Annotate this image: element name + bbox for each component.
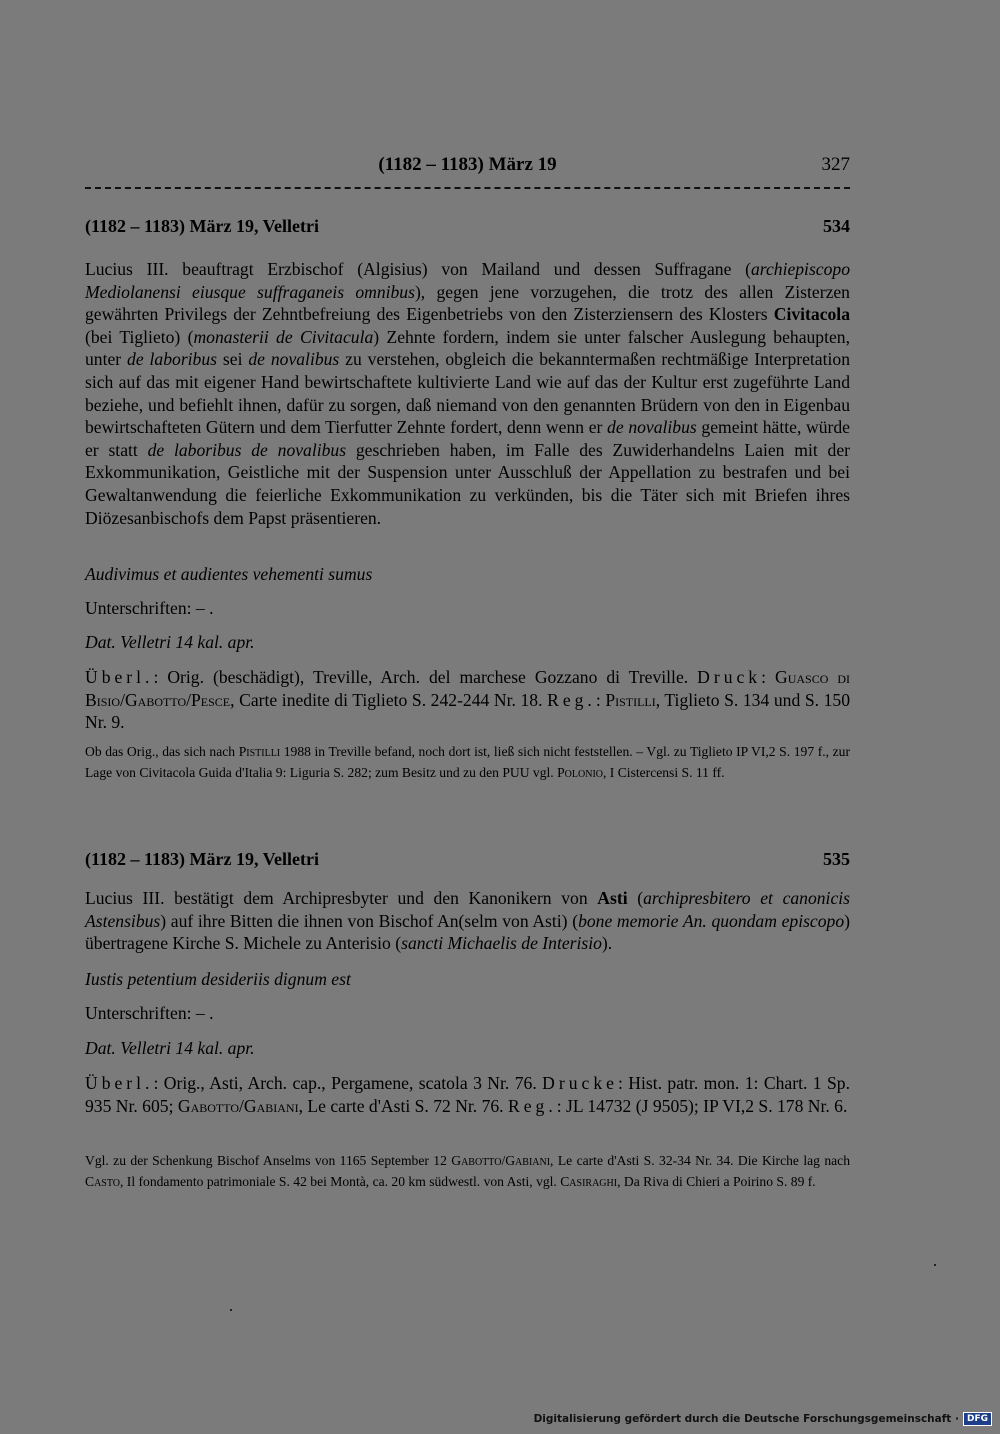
tradition-text: : Orig. (beschädigt), Treville, Arch. del marchese Gozzano di Treville. (153, 667, 698, 687)
tradition-label: Drucke (542, 1073, 618, 1093)
entry-535-regest (85, 887, 850, 955)
entry-535-incipit: Iustis petentium desideriis dignum est (85, 969, 351, 989)
regest-text: geschrieben haben, im Falle des Zuwiderhandelns Laien mit der Exkommunikation, Geistliche mit der Suspension unter Ausschluß der Appellation zu bestrafen und bei Gewaltanwendung die feierliche Exkommunikation zu verkünden, bis die Täter sich mit Briefen ihres Diözesanbischofs dem Papst präsentieren. (85, 439, 850, 528)
regest-latin: de laboribus (127, 349, 218, 370)
tradition-author: Gabotto/Gabiani (177, 1095, 299, 1116)
tradition-label: Überl. (85, 1073, 154, 1093)
regest-latin: sancti Michaelis de Interisio (401, 933, 602, 954)
note-author: Polonio (557, 764, 603, 780)
regest-latin: monasterii de Civitacula (193, 326, 374, 347)
scan-speck (934, 1264, 936, 1266)
tradition-author: Guasco di Bisio/Gabotto/Pesce (85, 667, 851, 710)
note-author: Pistilli (238, 744, 281, 759)
tradition-text: : (595, 689, 606, 710)
tradition-label: Reg. (507, 1095, 557, 1116)
tradition-text: , Carte inedite di Tiglieto S. 242-244 Nr. 18. (230, 689, 548, 710)
entry-534-incipit: Audivimus et audientes vehementi sumus (85, 564, 373, 584)
regest-text: ), gegen jene vorzugehen, die trotz des allen Zisterzen gewährten Privilegs der Zehntbefreiung des Eigenbetriebs von den Zisterziensern des Klosters (85, 281, 850, 325)
regest-latin: archiepiscopo Mediolanensi eiusque suffraganeis omnibus (85, 259, 850, 302)
regest-text: Lucius III. bestätigt dem Archipresbyter und den Kanonikern von (85, 888, 598, 908)
entry-534-regest (85, 258, 850, 529)
entry-number: 534 (823, 216, 850, 236)
note-text: Vgl. zu der Schenkung Bischof Anselms von 1165 September 12 (85, 1153, 452, 1168)
entry-535-tradition (85, 1072, 850, 1117)
regest-text: Lucius III. beauftragt Erzbischof (Algisius) von Mailand und dessen Suffragane ( (85, 259, 751, 279)
digitization-footer (534, 1410, 992, 1428)
entry-534-dating: Dat. Velletri 14 kal. apr. (85, 632, 255, 652)
regest-text: ) auf ihre Bitten die ihnen von Bischof An(selm von Asti) ( (160, 910, 579, 931)
regest-latin: de laboribus de novalibus (147, 439, 347, 460)
regest-text: ). (601, 933, 613, 954)
regest-text: zu verstehen, obgleich die bekanntermaßen rechtmäßige Interpretation sich auf das mit eigener Hand bewirtschaftete kultivierte Land wie auf das der Kultur erst zugeführte Land beziehe, und befiehlt ihnen, dafür zu sorgen, daß niemand von den genannten Brüdern von den in Eigenbau bewirtschafteten Gütern und dem Tierfutter Zehnte fordert, denn wenn er (85, 349, 850, 438)
regest-text: gemeint hätte, würde er statt (85, 417, 850, 460)
running-head (85, 154, 850, 182)
note-text: , Le carte d'Asti S. 32-34 Nr. 34. Die Kirche lag nach (550, 1153, 850, 1168)
tradition-label: Druck (697, 667, 762, 687)
regest-text: ( (627, 888, 644, 908)
note-author: Casiraghi (560, 1173, 618, 1189)
tradition-text: , Tiglieto S. 134 und S. 150 Nr. 9. (85, 689, 850, 733)
note-text: 1988 in Treville befand, noch dort ist, ließ sich nicht feststellen. – Vgl. zu Tiglieto IP VI,2 S. 197 f., zur Lage von Civitacola Guida d'Italia 9: Liguria S. 282; zum Besitz und zu den PUU vgl. (85, 744, 850, 780)
entry-date-place: (1182 – 1183) März 19, Velletri (85, 849, 319, 869)
regest-latin: de novalibus (607, 417, 697, 438)
tradition-text: : Orig., Asti, Arch. cap., Pergamene, scatola 3 Nr. 76. (153, 1073, 543, 1093)
regest-text: sei (217, 349, 249, 370)
note-text: , Da Riva di Chieri a Poirino S. 89 f. (617, 1173, 816, 1189)
tradition-text: : Hist. patr. mon. 1: Chart. 1 Sp. 935 Nr. 605; (85, 1073, 851, 1116)
regest-latin: bone memorie An. quondam episcopo (578, 910, 845, 931)
entry-535-heading (85, 849, 850, 870)
regest-text: (bei Tiglieto) ( (85, 326, 194, 347)
header-rule (85, 187, 850, 189)
regest-latin: de novalibus (248, 349, 340, 370)
dfg-logo-icon: DFG (963, 1412, 992, 1426)
running-head-title: (1182 – 1183) März 19 (378, 154, 557, 175)
entry-534-heading (85, 216, 850, 237)
regest-text: ) übertragene Kirche S. Michele zu Anterisio ( (85, 910, 850, 954)
entry-534-tradition (85, 666, 850, 734)
note-author: Gabotto/Gabiani (451, 1153, 551, 1168)
tradition-label: Reg. (547, 689, 596, 710)
entry-534-note (85, 742, 850, 783)
regest-latin: archipresbitero et canonicis Astensibus (85, 888, 850, 931)
page-number: 327 (821, 154, 850, 175)
note-text: , Il fondamento patrimoniale S. 42 bei Montà, ca. 20 km südwestl. von Asti, vgl. (120, 1173, 561, 1189)
tradition-label: Überl. (85, 667, 154, 687)
entry-date-place: (1182 – 1183) März 19, Velletri (85, 216, 319, 236)
note-author: Casto (85, 1173, 120, 1189)
regest-text: ) Zehnte fordern, indem sie unter falscher Auslegung behaupten, unter (85, 326, 850, 370)
entry-535-signatures: Unterschriften: – . (85, 1003, 214, 1023)
entry-number: 535 (823, 849, 850, 869)
note-text: , I Cistercensi S. 11 ff. (603, 764, 725, 780)
regest-place: Asti (597, 888, 628, 908)
entry-535-note (85, 1151, 850, 1192)
tradition-text: : (761, 667, 775, 687)
entry-535-dating: Dat. Velletri 14 kal. apr. (85, 1038, 255, 1058)
regest-place: Civitacola (773, 304, 850, 325)
footer-credit: Digitalisierung gefördert durch die Deutsche Forschungsgemeinschaft · (533, 1413, 959, 1425)
scan-speck (230, 1309, 232, 1311)
tradition-text: , Le carte d'Asti S. 72 Nr. 76. (298, 1095, 508, 1116)
note-text: Ob das Orig., das sich nach (85, 744, 239, 759)
entry-534-signatures: Unterschriften: – . (85, 598, 214, 618)
tradition-text: : JL 14732 (J 9505); IP VI,2 S. 178 Nr. 6. (556, 1095, 848, 1116)
tradition-author: Pistilli (605, 689, 656, 710)
